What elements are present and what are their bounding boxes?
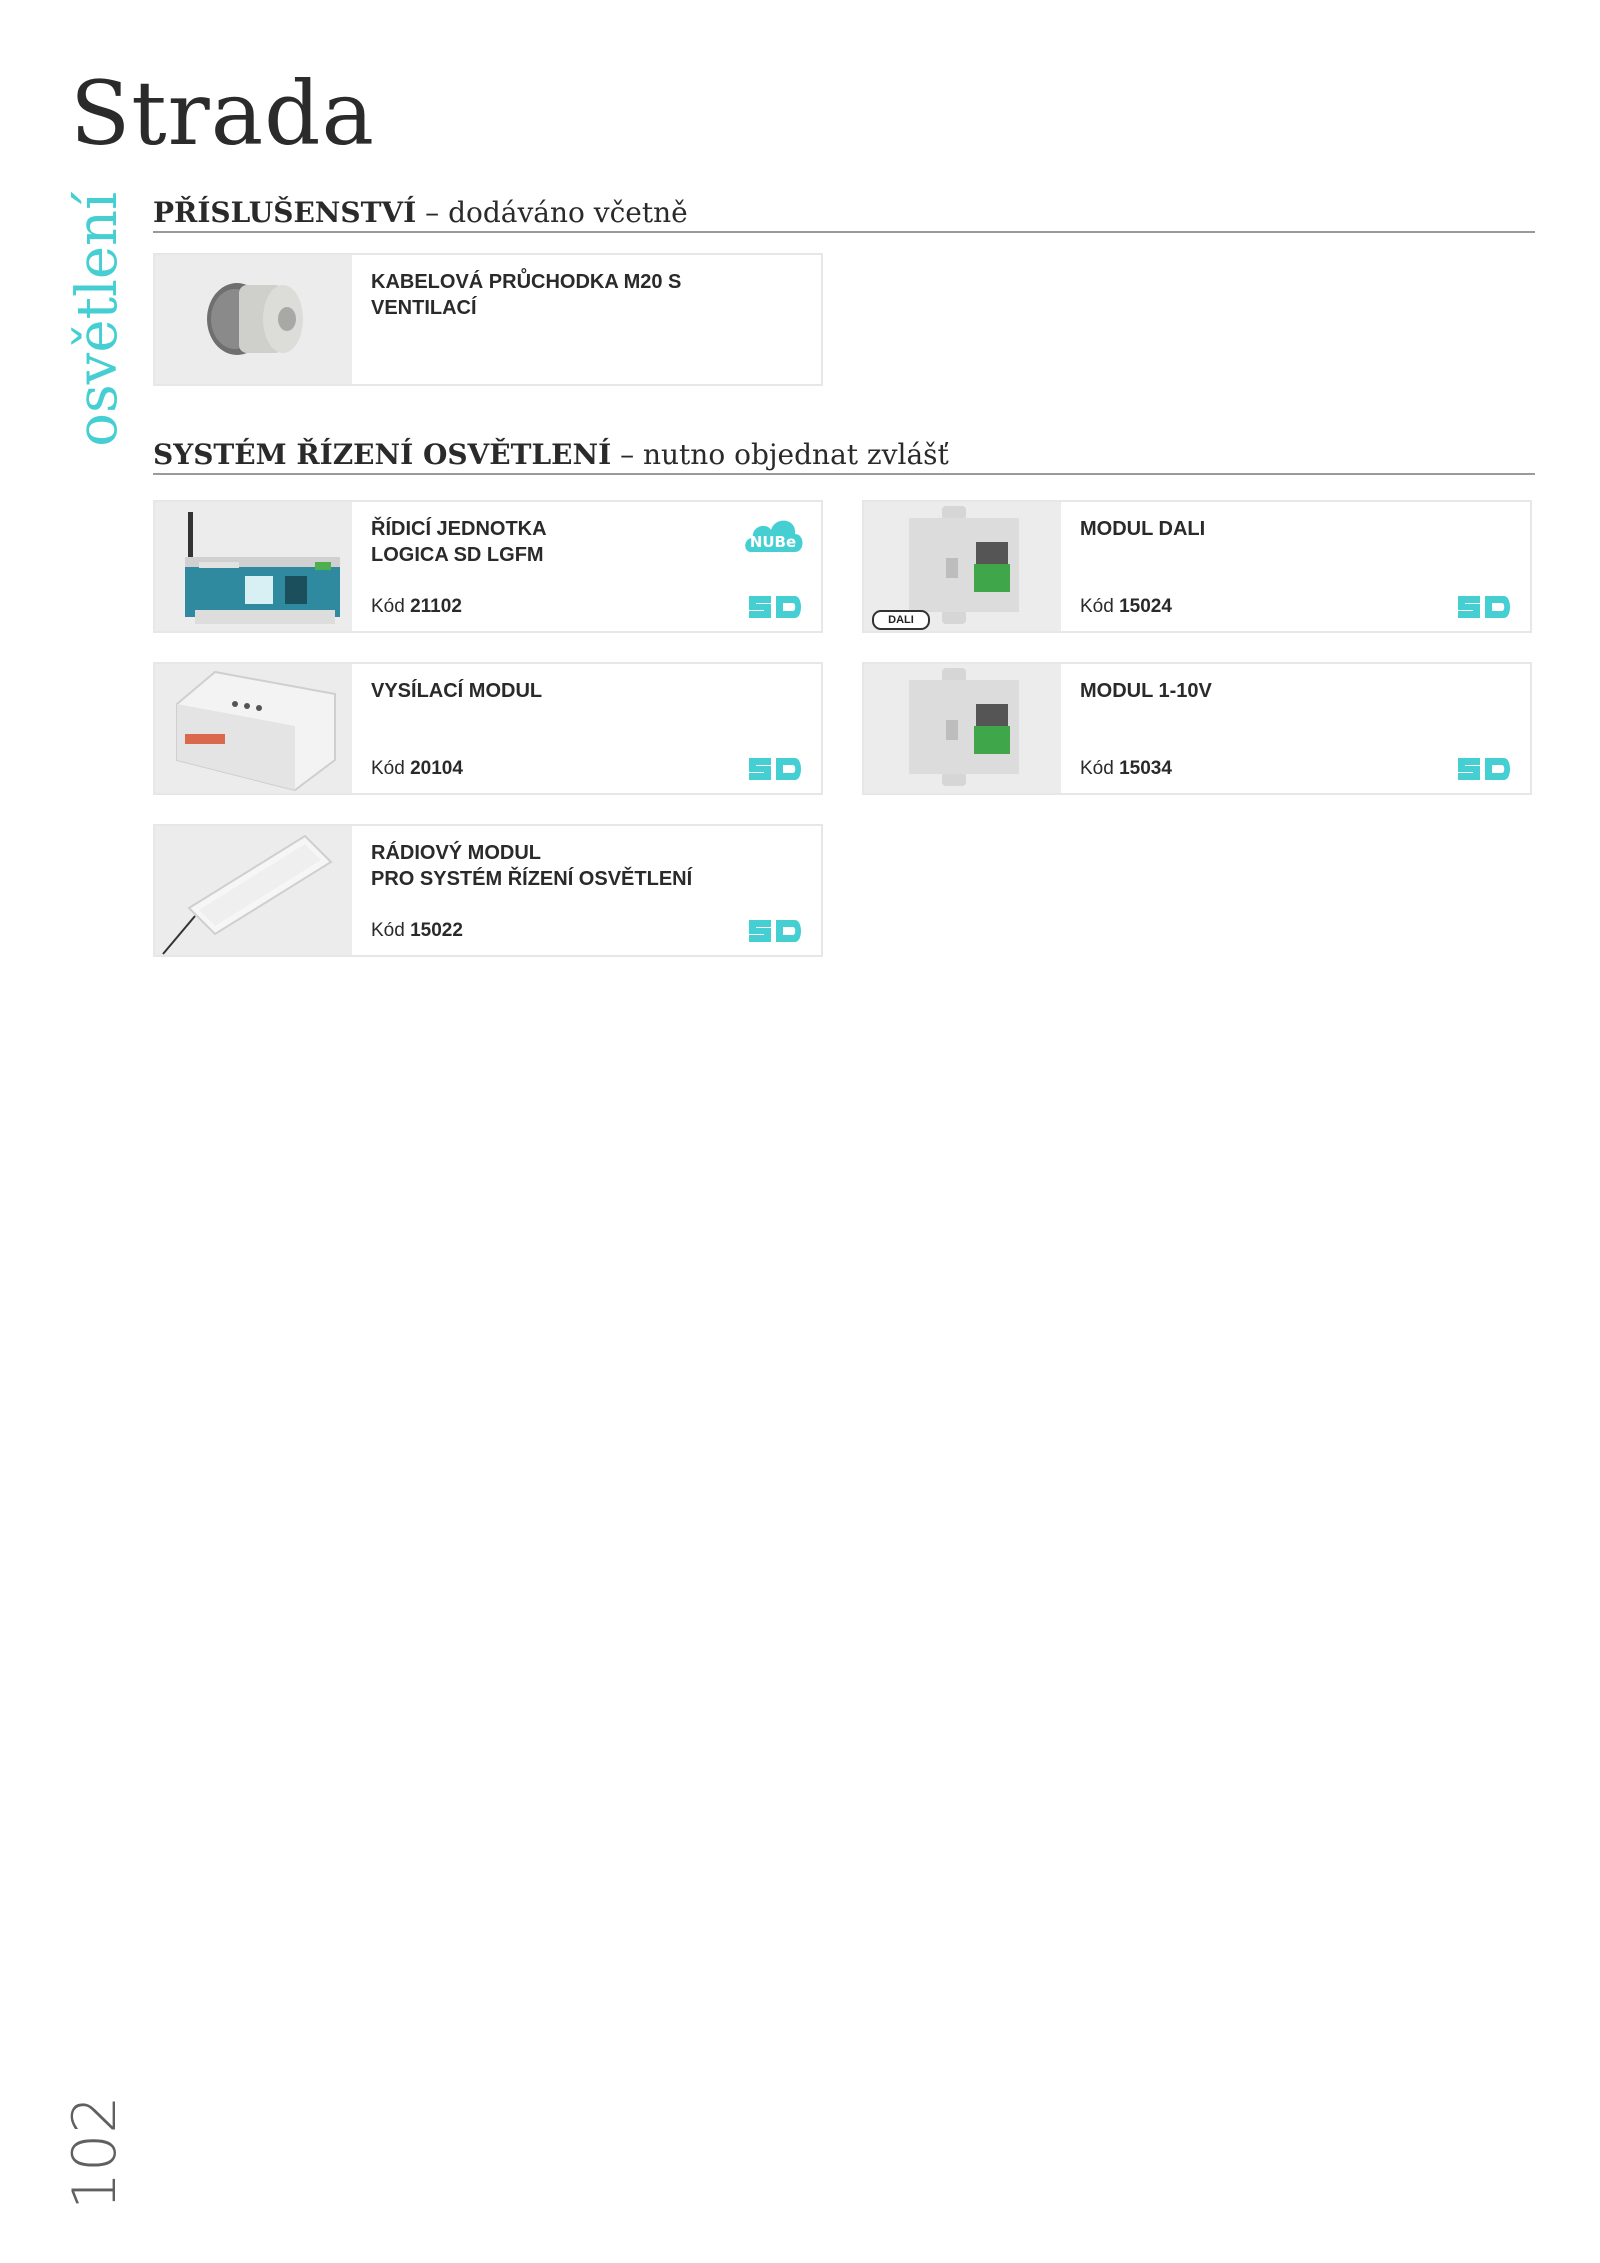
product-name: VYSÍLACÍ MODUL: [371, 680, 543, 702]
dali-module-image: [864, 502, 1061, 631]
section-title-rest: – nutno objednat zvlášť: [611, 438, 949, 471]
product-code: [371, 596, 462, 618]
product-card-module-1-10v[interactable]: [862, 662, 1532, 795]
page-title: Strada: [70, 62, 375, 165]
product-name: [371, 516, 731, 568]
sd-icon: [745, 590, 807, 624]
product-card-cable-gland[interactable]: [153, 253, 823, 386]
code-label: Kód: [1080, 596, 1114, 617]
nube-text: NUBe: [749, 533, 797, 551]
sd-icon: [745, 752, 807, 786]
product-name-line2: LOGICA SD LGFM: [371, 544, 544, 566]
code-label: Kód: [371, 758, 405, 779]
radio-module-image: [155, 826, 352, 955]
transmitter-module-image: [155, 664, 352, 793]
sd-icon: [1454, 590, 1516, 624]
sd-icon: [1454, 752, 1516, 786]
code-value: 20104: [410, 758, 463, 779]
nube-icon: [741, 510, 805, 558]
product-card-transmitter-module[interactable]: [153, 662, 823, 795]
code-value: 15022: [410, 920, 463, 941]
product-code: [1080, 596, 1172, 618]
code-value: 15024: [1119, 596, 1172, 617]
module-1-10v-image: [864, 664, 1061, 793]
product-card-radio-module[interactable]: [153, 824, 823, 957]
code-value: 21102: [410, 596, 462, 617]
side-category-label: osvětlení: [65, 192, 130, 447]
cable-gland-image: [155, 255, 352, 384]
code-value: 15034: [1119, 758, 1172, 779]
code-label: Kód: [371, 596, 405, 617]
product-name: [371, 840, 731, 892]
product-code: [371, 758, 463, 780]
product-name: MODUL 1-10V: [1080, 680, 1212, 702]
page-number: 102: [60, 2095, 130, 2210]
section-title-strong: SYSTÉM ŘÍZENÍ OSVĚTLENÍ: [153, 438, 612, 471]
section-header-control-system: [153, 437, 1535, 475]
code-label: Kód: [371, 920, 405, 941]
sd-icon: [745, 914, 807, 948]
control-unit-image: [155, 502, 352, 631]
section-header-accessories: [153, 195, 1535, 233]
dali-logo: DALI: [872, 610, 930, 630]
code-label: Kód: [1080, 758, 1114, 779]
product-code: [371, 920, 463, 942]
section-title-rest: – dodáváno včetně: [416, 196, 688, 229]
product-code: [1080, 758, 1172, 780]
product-name: KABELOVÁ PRŮCHODKA M20 S VENTILACÍ: [371, 271, 682, 319]
product-name-line1: RÁDIOVÝ MODUL: [371, 842, 541, 864]
product-name-line1: ŘÍDICÍ JEDNOTKA: [371, 518, 547, 540]
section-title-strong: PŘÍSLUŠENSTVÍ: [153, 196, 417, 229]
product-card-dali-module[interactable]: [862, 500, 1532, 633]
product-name-line2: PRO SYSTÉM ŘÍZENÍ OSVĚTLENÍ: [371, 868, 693, 890]
product-card-control-unit[interactable]: [153, 500, 823, 633]
product-name: MODUL DALI: [1080, 518, 1206, 540]
